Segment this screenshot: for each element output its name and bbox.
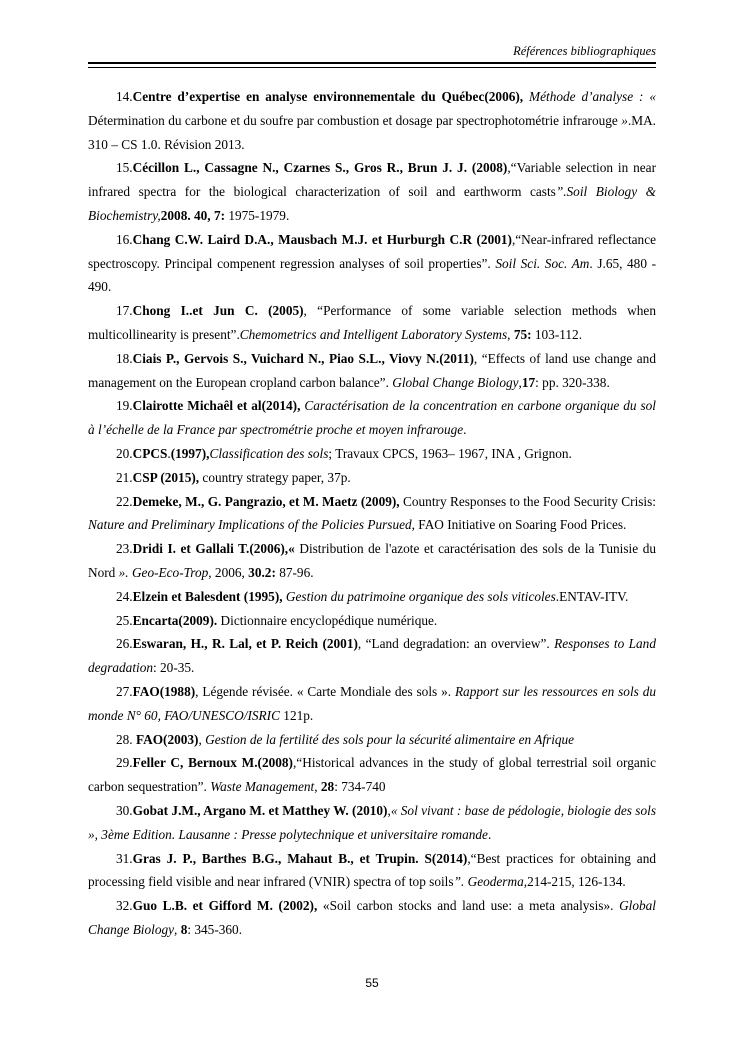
reference-title-italic: Gestion du patrimoine organique des sols viticoles <box>285 588 556 604</box>
reference-text: , FAO Initiative on Soaring Food Prices. <box>411 517 627 533</box>
reference-text: , “Land degradation: an overview”. <box>357 636 555 652</box>
reference-author-bold: Eswaran, H., R. Lal, et P. Reich (2001) <box>132 636 358 652</box>
reference-entry <box>88 299 656 347</box>
reference-text: , 2006, <box>208 564 249 580</box>
reference-text: 87-96. <box>275 564 314 580</box>
reference-author-bold: Encarta(2009). <box>132 612 218 628</box>
reference-author-bold: 8 <box>180 921 188 937</box>
reference-entry <box>88 799 656 847</box>
reference-author-bold: Guo L.B. et Gifford M. (2002), <box>132 898 318 914</box>
reference-author-bold: Chong I..et Jun C. (2005) <box>132 303 304 319</box>
reference-entry <box>88 490 656 538</box>
reference-author-bold: 30.2: <box>248 564 276 580</box>
reference-number: 31. <box>116 850 133 866</box>
reference-text: , <box>387 802 391 818</box>
reference-text: ,“Historical advances in the study of global terrestrial soil organic carbon sequestration”. <box>88 755 656 795</box>
reference-author-bold: Dridi I. et Gallali T.(2006),« <box>132 541 295 557</box>
reference-text: . <box>167 445 171 461</box>
reference-title-italic: ». Geo-Eco-Trop <box>118 564 209 580</box>
reference-number: 30. <box>116 802 133 818</box>
reference-text: ; Travaux CPCS, 1963– 1967, INA , Grignon. <box>328 445 572 461</box>
reference-text: . J.65, 480 - 490. <box>88 255 657 295</box>
running-header: Références bibliographiques <box>513 44 656 58</box>
reference-text: 103-112. <box>531 326 583 342</box>
reference-text: Distribution de l'azote et caractérisation des sols de la Tunisie du Nord <box>88 541 656 580</box>
reference-entry <box>88 228 656 299</box>
reference-author-bold: FAO(2003) <box>135 731 199 747</box>
reference-number: 14. <box>116 89 133 104</box>
reference-entry <box>88 394 656 442</box>
reference-entry <box>88 156 656 227</box>
reference-author-bold: 2008. 40, 7: <box>160 207 226 223</box>
reference-number: 20. <box>116 445 133 461</box>
reference-title-italic: » <box>621 112 628 128</box>
page-number: 55 <box>365 976 379 990</box>
reference-number: 21. <box>116 469 133 485</box>
reference-text: , <box>174 921 181 937</box>
reference-text: : 734-740 <box>334 779 386 795</box>
reference-text: ,“Best practices for obtaining and processing field visible and near infrared (VNIR) spectra of top soils <box>88 850 656 890</box>
reference-entry <box>88 466 656 490</box>
reference-number: 32. <box>116 898 133 914</box>
reference-entry <box>88 751 656 799</box>
reference-title-italic: Soil Sci. Soc. Am <box>495 255 590 271</box>
reference-text: Country Responses to the Food Security Crisis: <box>399 493 656 509</box>
reference-author-bold: Clairotte Michaêl et al(2014), <box>132 398 305 414</box>
reference-title-italic: Nature and Preliminary Implications of the Policies Pursued <box>88 517 412 533</box>
reference-author-bold: 75: <box>513 326 532 342</box>
reference-number: 15. <box>116 160 133 176</box>
reference-title-italic: « Sol vivant : base de pédologie, biologie des sols », 3ème Edition. Lausanne : Presse polytechnique et universitaire romande <box>88 802 656 842</box>
reference-text: , Légende révisée. « Carte Mondiale des sols ». <box>195 683 455 699</box>
reference-author-bold: Ciais P., Gervois S., Vuichard N., Piao S.L., Viovy N.(2011) <box>132 350 474 366</box>
reference-entry <box>88 442 656 466</box>
reference-author-bold: FAO(1988) <box>132 683 196 699</box>
header-rule-thin <box>88 67 656 68</box>
reference-text: .MA. 310 – CS 1.0. Révision 2013. <box>88 112 656 152</box>
reference-entry <box>88 728 656 752</box>
header-rule-thick <box>88 62 656 64</box>
reference-entry <box>88 585 656 609</box>
reference-text: , “Effects of land use change and management on the European cropland carbon balance”. <box>88 350 656 390</box>
reference-text: «Soil carbon stocks and land use: a meta analysis». <box>317 898 620 914</box>
reference-text: ,“Variable selection in near infrared spectra for the biological characterization of soil and earthworm casts <box>88 160 656 200</box>
reference-author-bold: Chang C.W. Laird D.A., Mausbach M.J. et Hurburgh C.R (2001) <box>132 231 512 247</box>
reference-author-bold: CSP (2015), <box>132 469 200 485</box>
reference-number: 22. <box>116 493 133 509</box>
reference-text: 214-215, 126-134. <box>527 874 626 890</box>
reference-text: Dictionnaire encyclopédique numérique. <box>217 612 438 628</box>
reference-title-italic: Chemometrics and Intelligent Laboratory Systems <box>239 326 508 342</box>
reference-entry <box>88 609 656 633</box>
reference-text: , <box>198 731 206 747</box>
reference-number: 29. <box>116 755 133 771</box>
reference-text: 1975-1979. <box>225 207 290 223</box>
reference-text: Détermination du carbone et du soufre par combustion et dosage par spectrophotométrie infrarouge <box>88 112 622 128</box>
reference-entry <box>88 537 656 585</box>
reference-author-bold: Elzein et Balesdent (1995), <box>132 588 283 604</box>
reference-author-bold: Centre d’expertise en analyse environnementale du Québec(2006), <box>132 89 530 104</box>
reference-number: 27. <box>116 683 133 699</box>
reference-number: 28. <box>116 731 133 747</box>
reference-text: 121p. <box>279 707 314 723</box>
reference-text: , <box>507 326 514 342</box>
reference-title-italic: Classification des sols <box>209 445 329 461</box>
reference-text: : 20-35. <box>153 660 195 676</box>
reference-entry <box>88 347 656 395</box>
reference-title-italic: ”. Geoderma, <box>453 874 528 890</box>
reference-number: 16. <box>116 231 133 247</box>
reference-author-bold: Gobat J.M., Argano M. et Matthey W. (2010) <box>132 802 388 818</box>
reference-author-bold: Cécillon L., Cassagne N., Czarnes S., Gros R., Brun J. J. (2008) <box>132 160 508 176</box>
reference-text: , “Performance of some variable selection methods when multicollinearity is present”. <box>88 303 656 342</box>
reference-entry <box>88 632 656 680</box>
reference-text: , <box>314 779 321 795</box>
reference-title-italic: Global Change Biology <box>88 898 656 937</box>
reference-number: 19. <box>116 398 133 414</box>
reference-title-italic: ”.Soil Biology & Biochemistry, <box>88 184 656 223</box>
reference-author-bold: Gras J. P., Barthes B.G., Mahaut B., et Trupin. S(2014) <box>132 850 468 866</box>
reference-number: 24. <box>116 588 133 604</box>
reference-text: country strategy paper, 37p. <box>199 469 351 485</box>
reference-title-italic: Caractérisation de la concentration en carbone organique du sol à l’échelle de la France par spectrométrie proche et moyen infrarouge <box>88 398 656 438</box>
reference-number: 17. <box>116 303 133 319</box>
reference-author-bold: Demeke, M., G. Pangrazio, et M. Maetz (2009), <box>132 493 400 509</box>
reference-text: . <box>463 422 467 438</box>
reference-number: 25. <box>116 612 133 628</box>
reference-title-italic: Global Change Biology <box>392 374 519 390</box>
reference-text: , <box>518 374 522 390</box>
reference-author-bold: CPCS <box>132 445 168 461</box>
reference-number: 18. <box>116 350 133 366</box>
reference-author-bold: 17 <box>521 374 536 390</box>
reference-author-bold: Feller C, Bernoux M.(2008) <box>132 755 293 771</box>
reference-entry <box>88 680 656 728</box>
reference-number: 23. <box>116 541 133 557</box>
reference-entry <box>88 85 656 156</box>
reference-author-bold: (1997), <box>170 445 210 461</box>
reference-number: 26. <box>116 636 133 652</box>
reference-text: ,“Near-infrared reflectance spectroscopy. Principal compenent regression analyses of soil properties”. <box>88 231 656 271</box>
reference-text: : 345-360. <box>187 921 243 937</box>
reference-title-italic: Gestion de la fertilité des sols pour la sécurité alimentaire en Afrique <box>205 731 575 747</box>
reference-author-bold: 28 <box>320 779 335 795</box>
reference-text: . <box>487 826 492 842</box>
reference-title-italic: Rapport sur les ressources en sols du monde N° 60, FAO/UNESCO/ISRIC <box>88 683 656 723</box>
reference-text: .ENTAV-ITV. <box>555 588 629 604</box>
reference-text: : pp. 320-338. <box>535 374 610 390</box>
reference-title-italic: Responses to Land degradation <box>88 636 656 676</box>
reference-entry <box>88 894 656 942</box>
reference-list <box>88 85 656 942</box>
reference-entry <box>88 847 656 895</box>
reference-title-italic: Waste Management <box>210 779 315 795</box>
reference-title-italic: Méthode d’analyse : « <box>529 89 656 104</box>
